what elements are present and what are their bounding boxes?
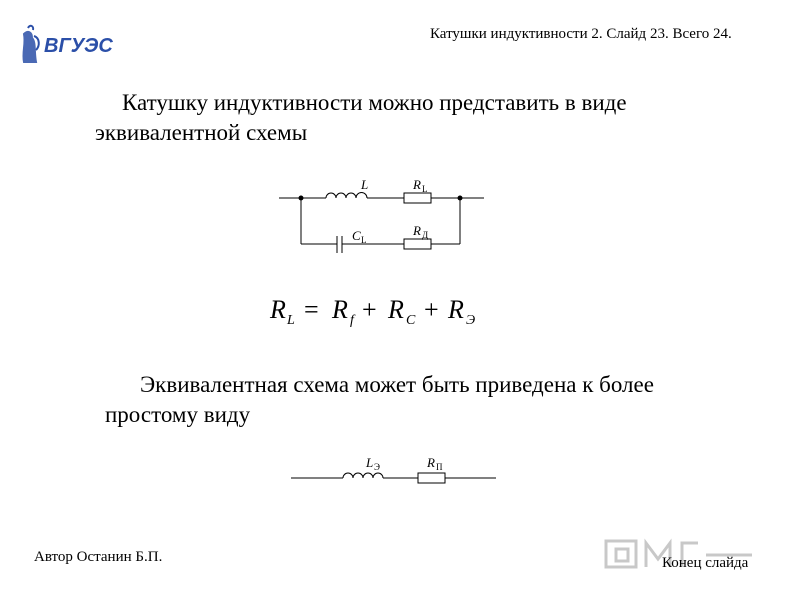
- resistor-rp-icon: [418, 473, 445, 483]
- formula-equals: =: [304, 295, 319, 324]
- inductor-le-subscript: Э: [374, 462, 380, 472]
- inductor-label: L: [361, 177, 369, 192]
- capacitor-subscript: L: [361, 235, 367, 245]
- simplified-paragraph: Эквивалентная схема может быть приведена к более простому виду: [105, 372, 654, 427]
- resistor-rd-label: R: [413, 223, 421, 238]
- end-of-slide-link[interactable]: Конец слайда: [662, 555, 749, 571]
- resistor-rl-label: R: [413, 177, 421, 192]
- logo-text: ВГУЭС: [44, 35, 113, 57]
- formula-term-3: R: [448, 295, 464, 324]
- resistor-rl-subscript: L: [422, 184, 428, 194]
- formula-term-3-sub: Э: [466, 313, 476, 328]
- formula-term-1: R: [332, 295, 348, 324]
- formula-term-1-sub: f: [350, 313, 354, 328]
- inductor-le-label: L: [366, 455, 374, 470]
- resistor-rd-subscript: Д: [422, 230, 429, 240]
- formula-term-2: R: [388, 295, 404, 324]
- resistor-rp-label: R: [427, 455, 435, 470]
- formula-term-2-sub: C: [406, 313, 416, 328]
- slide-title: Катушки индуктивности 2. Слайд 23. Всего 24.: [430, 26, 732, 42]
- formula-plus-2: +: [424, 295, 439, 324]
- inductor-le-icon: [343, 473, 383, 478]
- formula-lhs: R: [270, 295, 286, 324]
- resistor-rp-subscript: П: [436, 462, 443, 472]
- formula-plus-1: +: [362, 295, 377, 324]
- formula-lhs-sub: L: [287, 313, 295, 328]
- author-label: Автор Останин Б.П.: [34, 549, 163, 565]
- intro-paragraph: Катушку индуктивности можно представить в виде эквивалентной схемы: [95, 90, 627, 145]
- capacitor-label: C: [352, 228, 361, 243]
